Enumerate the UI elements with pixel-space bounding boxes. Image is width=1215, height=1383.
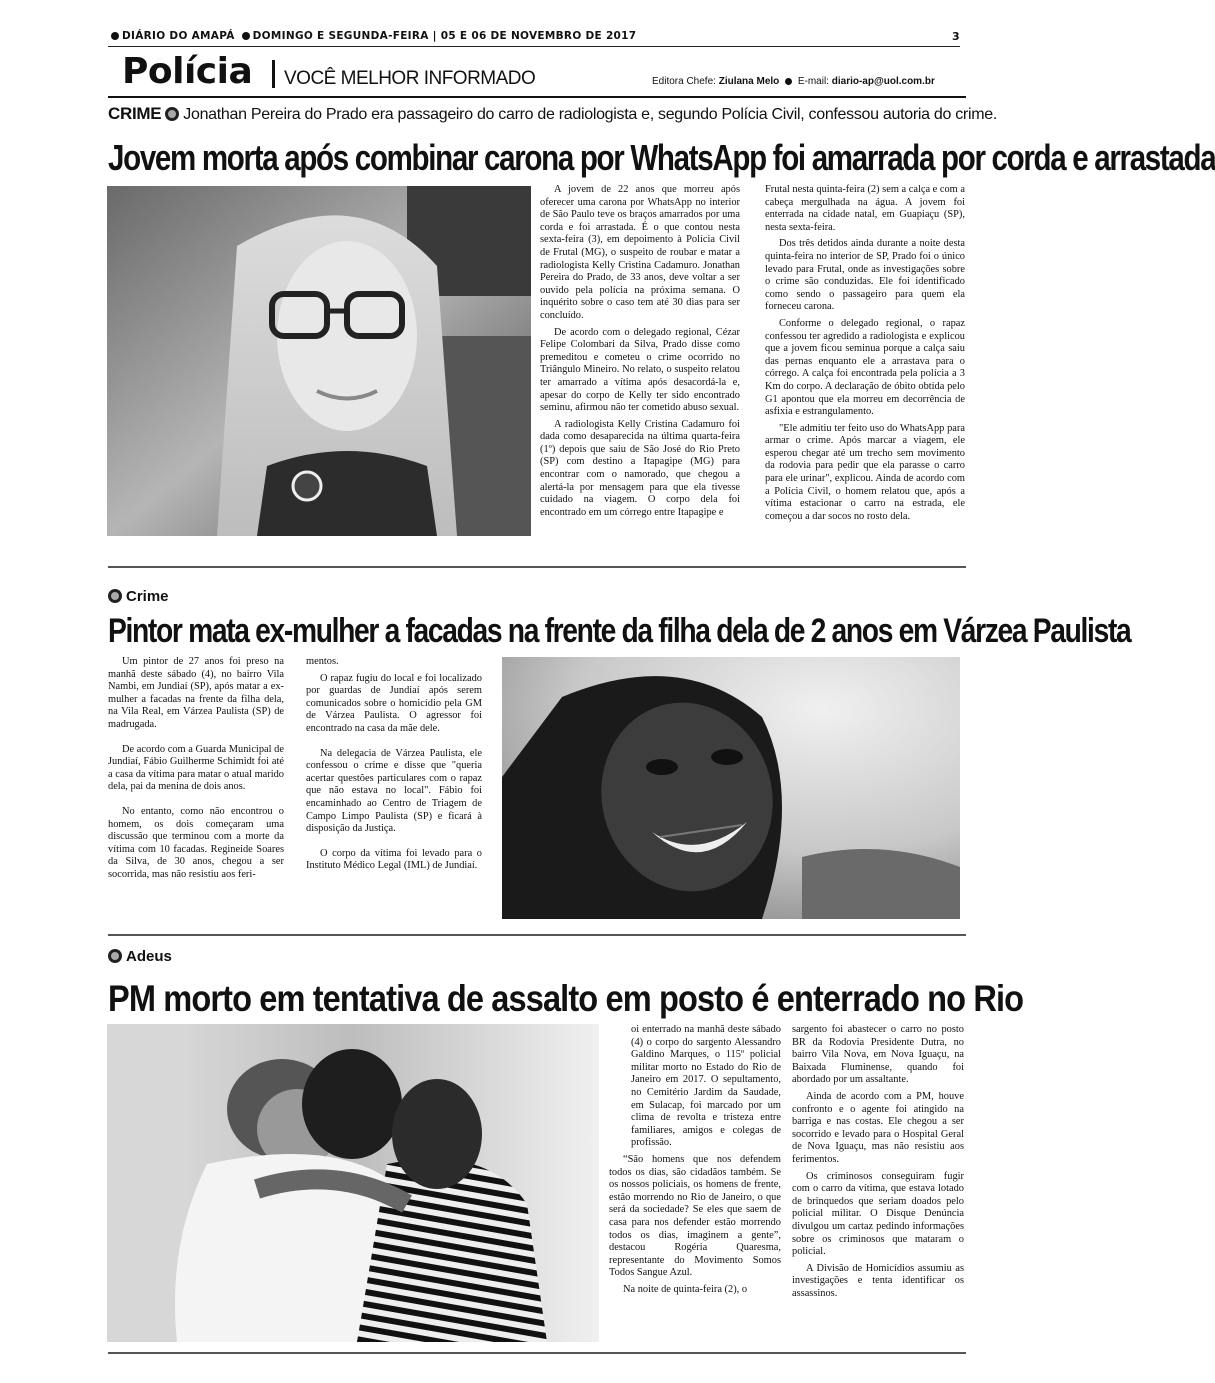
story3-headline: PM morto em tentativa de assalto em posto é enterrado no Rio xyxy=(108,978,1024,1019)
story3-column-1 xyxy=(609,1024,781,1300)
paragraph: O rapaz fugiu do local e foi localizado por guardas de Jundiaí após serem comunicados sobre o homicídio pela GM de Várzea Paulista. O agressor foi encontrado na casa da mãe dele. xyxy=(306,672,482,734)
story2-headline: Pintor mata ex-mulher a facadas na frente da filha dela de 2 anos em Várzea Paulista xyxy=(108,612,1131,650)
portrait-photo-1 xyxy=(107,186,531,536)
paragraph: Ainda de acordo com a PM, houve confronto e o agente foi atingido na barriga e nas costas. Ele chegou a ser socorrido e levado para o Hospital Geral de Nova Iguaçu, mas não resistiu aos ferimentos. xyxy=(792,1090,964,1165)
paragraph: De acordo com a Guarda Municipal de Jundiaí, Fábio Guilherme Schimidt foi até a casa da vítima para matar o atual marido dela, pai da menina de dois anos. xyxy=(108,743,284,793)
story1-headline: Jovem morta após combinar carona por WhatsApp foi amarrada por corda e arrastada xyxy=(108,137,1215,178)
paragraph: A jovem de 22 anos que morreu após oferecer uma carona por WhatsApp no interior de São Paulo teve os braços amarrados por uma corda e foi arrastada. É o que contou nesta sexta-feira (3), em depoimento à Polícia Civil de Frutal (MG), o suspeito de roubar e matar a radiologista Kelly Cristina Cadamuro. Jonathan Pereira do Prado, de 33 anos, deve voltar a ser ouvido pela polícia na próxima semana. O inquérito sobre o caso tem até 30 dias para ser concluído. xyxy=(540,184,740,321)
story1-column-2 xyxy=(765,184,965,527)
paragraph: Conforme o delegado regional, o rapaz confessou ter agredido a radiologista e explicou que a jovem ficou seminua porque a calça saiu das pernas enquanto ele a arrastava para o córrego. A calça foi encontrada pela polícia a 3 Km do corpo. A declaração de óbito obtida pelo G1 apontou que ela morreu em decorrência de asfixia e estrangulamento. xyxy=(765,317,965,418)
story1-kicker xyxy=(108,104,997,124)
section-subtitle: VOCÊ MELHOR INFORMADO xyxy=(284,68,536,89)
bullet-icon xyxy=(242,32,250,40)
section-title: Polícia xyxy=(122,51,253,92)
paragraph: Os criminosos conseguiram fugir com o carro da vítima, que estava lotado de brinquedos que seriam doados pelo policial militar. O Disque Denúncia divulgou um cartaz pedindo informações sobre os criminosos que mataram o policial. xyxy=(792,1170,964,1258)
editor-label: Editora Chefe: xyxy=(652,76,716,87)
story-separator xyxy=(108,934,966,936)
story1-column-1 xyxy=(540,184,740,523)
paragraph: O corpo da vítima foi levado para o Instituto Médico Legal (IML) de Jundiaí. xyxy=(306,847,482,872)
story-separator xyxy=(108,566,966,568)
page-number: 3 xyxy=(952,30,960,43)
fingerprint-icon xyxy=(108,949,122,963)
paragraph: oi enterrado na manhã deste sábado (4) o corpo do sargento Alessandro Galdino Marques, o 115º policial militar morto no Estado do Rio de Janeiro em 2017. O sepultamento, no Cemitério Jardim da Saudade, em Sulacap, foi marcado por um clima de revolta e tristeza entre familiares, amigos e colegas de profissão. xyxy=(631,1024,781,1149)
story1-deck: Jonathan Pereira do Prado era passageiro do carro de radiologista e, segundo Polícia Civil, confessou autoria do crime. xyxy=(183,106,997,123)
paragraph: Na noite de quinta-feira (2), o xyxy=(623,1283,748,1295)
bullet-icon xyxy=(111,32,119,40)
story1-photo xyxy=(107,186,531,536)
paragraph: A Divisão de Homicídios assumiu as investigações e tenta identificar os assassinos. xyxy=(792,1262,964,1299)
paragraph: A radiologista Kelly Cristina Cadamuro foi dada como desaparecida na última quarta-feira (1º) depois que saiu de São José do Rio Preto (SP) com destino a Itapagipe (MG) para encontrar com o namorado, que chegou a alertá-la por mensagem para que ela tivesse cuidado na viagem. O corpo dela foi encontrado em um córrego entre Itapagipe e xyxy=(540,418,740,518)
section-divider xyxy=(272,60,275,88)
editor-credit xyxy=(652,76,935,87)
editor-name: Ziulana Melo xyxy=(718,76,780,87)
paragraph: Um pintor de 27 anos foi preso na manhã deste sábado (4), no bairro Vila Nambi, em Jundiaí (SP), após matar a ex-mulher a facadas na frente da filha dela, na Vila Real, em Várzea Paulista (SP) de madrugada. xyxy=(108,656,284,730)
story2-label-text: Crime xyxy=(126,588,169,605)
page-footer-rule xyxy=(108,1352,966,1354)
email-address: diario-ap@uol.com.br xyxy=(831,76,935,87)
story2-column-2 xyxy=(306,656,482,877)
paragraph: Dos três detidos ainda durante a noite desta quinta-feira no interior de SP, Prado foi o único levado para Frutal, onde as investigações sobre o crime são conduzidas. Ele foi identificado como sendo o passageiro para quem ela forneceu carona. xyxy=(765,238,965,313)
story3-photo xyxy=(107,1024,599,1342)
story2-photo xyxy=(502,657,960,919)
story2-column-1 xyxy=(108,656,284,886)
story1-kicker-label: CRIME xyxy=(108,104,162,123)
story3-label-text: Adeus xyxy=(126,948,172,965)
story3-label xyxy=(108,948,172,965)
bullet-icon xyxy=(785,78,792,85)
story2-label xyxy=(108,588,169,605)
paragraph: De acordo com o delegado regional, Cézar Felipe Colombari da Silva, Prado disse como premeditou e cometeu o crime ocorrido no Triângulo Mineiro. No relato, o suspeito relatou ter amarrado a vítima após desacordá-la e, apesar do corpo de Kelly ter sido encontrado seminu, afirmou não ter cometido abuso sexual. xyxy=(540,326,740,414)
masthead xyxy=(108,30,960,47)
fingerprint-icon xyxy=(165,107,179,121)
section-rule xyxy=(108,96,966,98)
paragraph: Frutal nesta quinta-feira (2) sem a calça e com a cabeça mergulhada na água. A jovem foi enterrada na cidade natal, em Guapiaçu (SP), nesta sexta-feira. xyxy=(765,184,965,233)
fingerprint-icon xyxy=(108,589,122,603)
story3-column-2 xyxy=(792,1024,964,1304)
paragraph: mentos. xyxy=(306,656,339,667)
paragraph: “São homens que nos defendem todos os dias, são cidadãos também. Se os nossos policiais, os homens de frente, estão morrendo no Rio de Janeiro, o que será da sociedade? Se eles que saem de casa para nos defender estão morrendo todos os dias, imaginem a gente”, destacou Rogéria Quaresma, representante do Movimento Somos Todos Sangue Azul. xyxy=(609,1153,781,1279)
email-label: E-mail: xyxy=(797,76,829,87)
paper-name: DIÁRIO DO AMAPÁ xyxy=(122,30,235,42)
portrait-photo-2 xyxy=(502,657,960,919)
paragraph: sargento foi abastecer o carro no posto BR da Rodovia Presidente Dutra, no bairro Vila Nova, em Nova Iguaçu, na Baixada Fluminense, quando foi abordado por um assaltante. xyxy=(792,1024,964,1086)
funeral-photo xyxy=(107,1024,599,1342)
paragraph: "Ele admitiu ter feito uso do WhatsApp para armar o crime. Após marcar a viagem, ele esperou chegar até um trecho sem movimento da rodovia para pedir que ela parasse o carro para ele urinar", explicou. Ainda de acordo com a Polícia Civil, o homem relatou que, após a vítima estacionar o carro na estrada, ele começou a dar socos no rosto dela. xyxy=(765,422,965,522)
issue-date: DOMINGO E SEGUNDA-FEIRA | 05 E 06 DE NOVEMBRO DE 2017 xyxy=(252,30,637,42)
paragraph: No entanto, como não encontrou o homem, os dois começaram uma discussão que terminou com a morte da vítima com 10 facadas. Regineide Soares da Silva, de 30 anos, chegou a ser socorrida, mas não resistiu aos feri- xyxy=(108,805,284,880)
paragraph: Na delegacia de Várzea Paulista, ele confessou o crime e disse que "queria acertar questões particulares com o rapaz que não estava no local". Fábio foi encaminhado ao Centro de Triagem de Campo Limpo Paulista (SP) e ficará à disposição da Justiça. xyxy=(306,747,482,835)
